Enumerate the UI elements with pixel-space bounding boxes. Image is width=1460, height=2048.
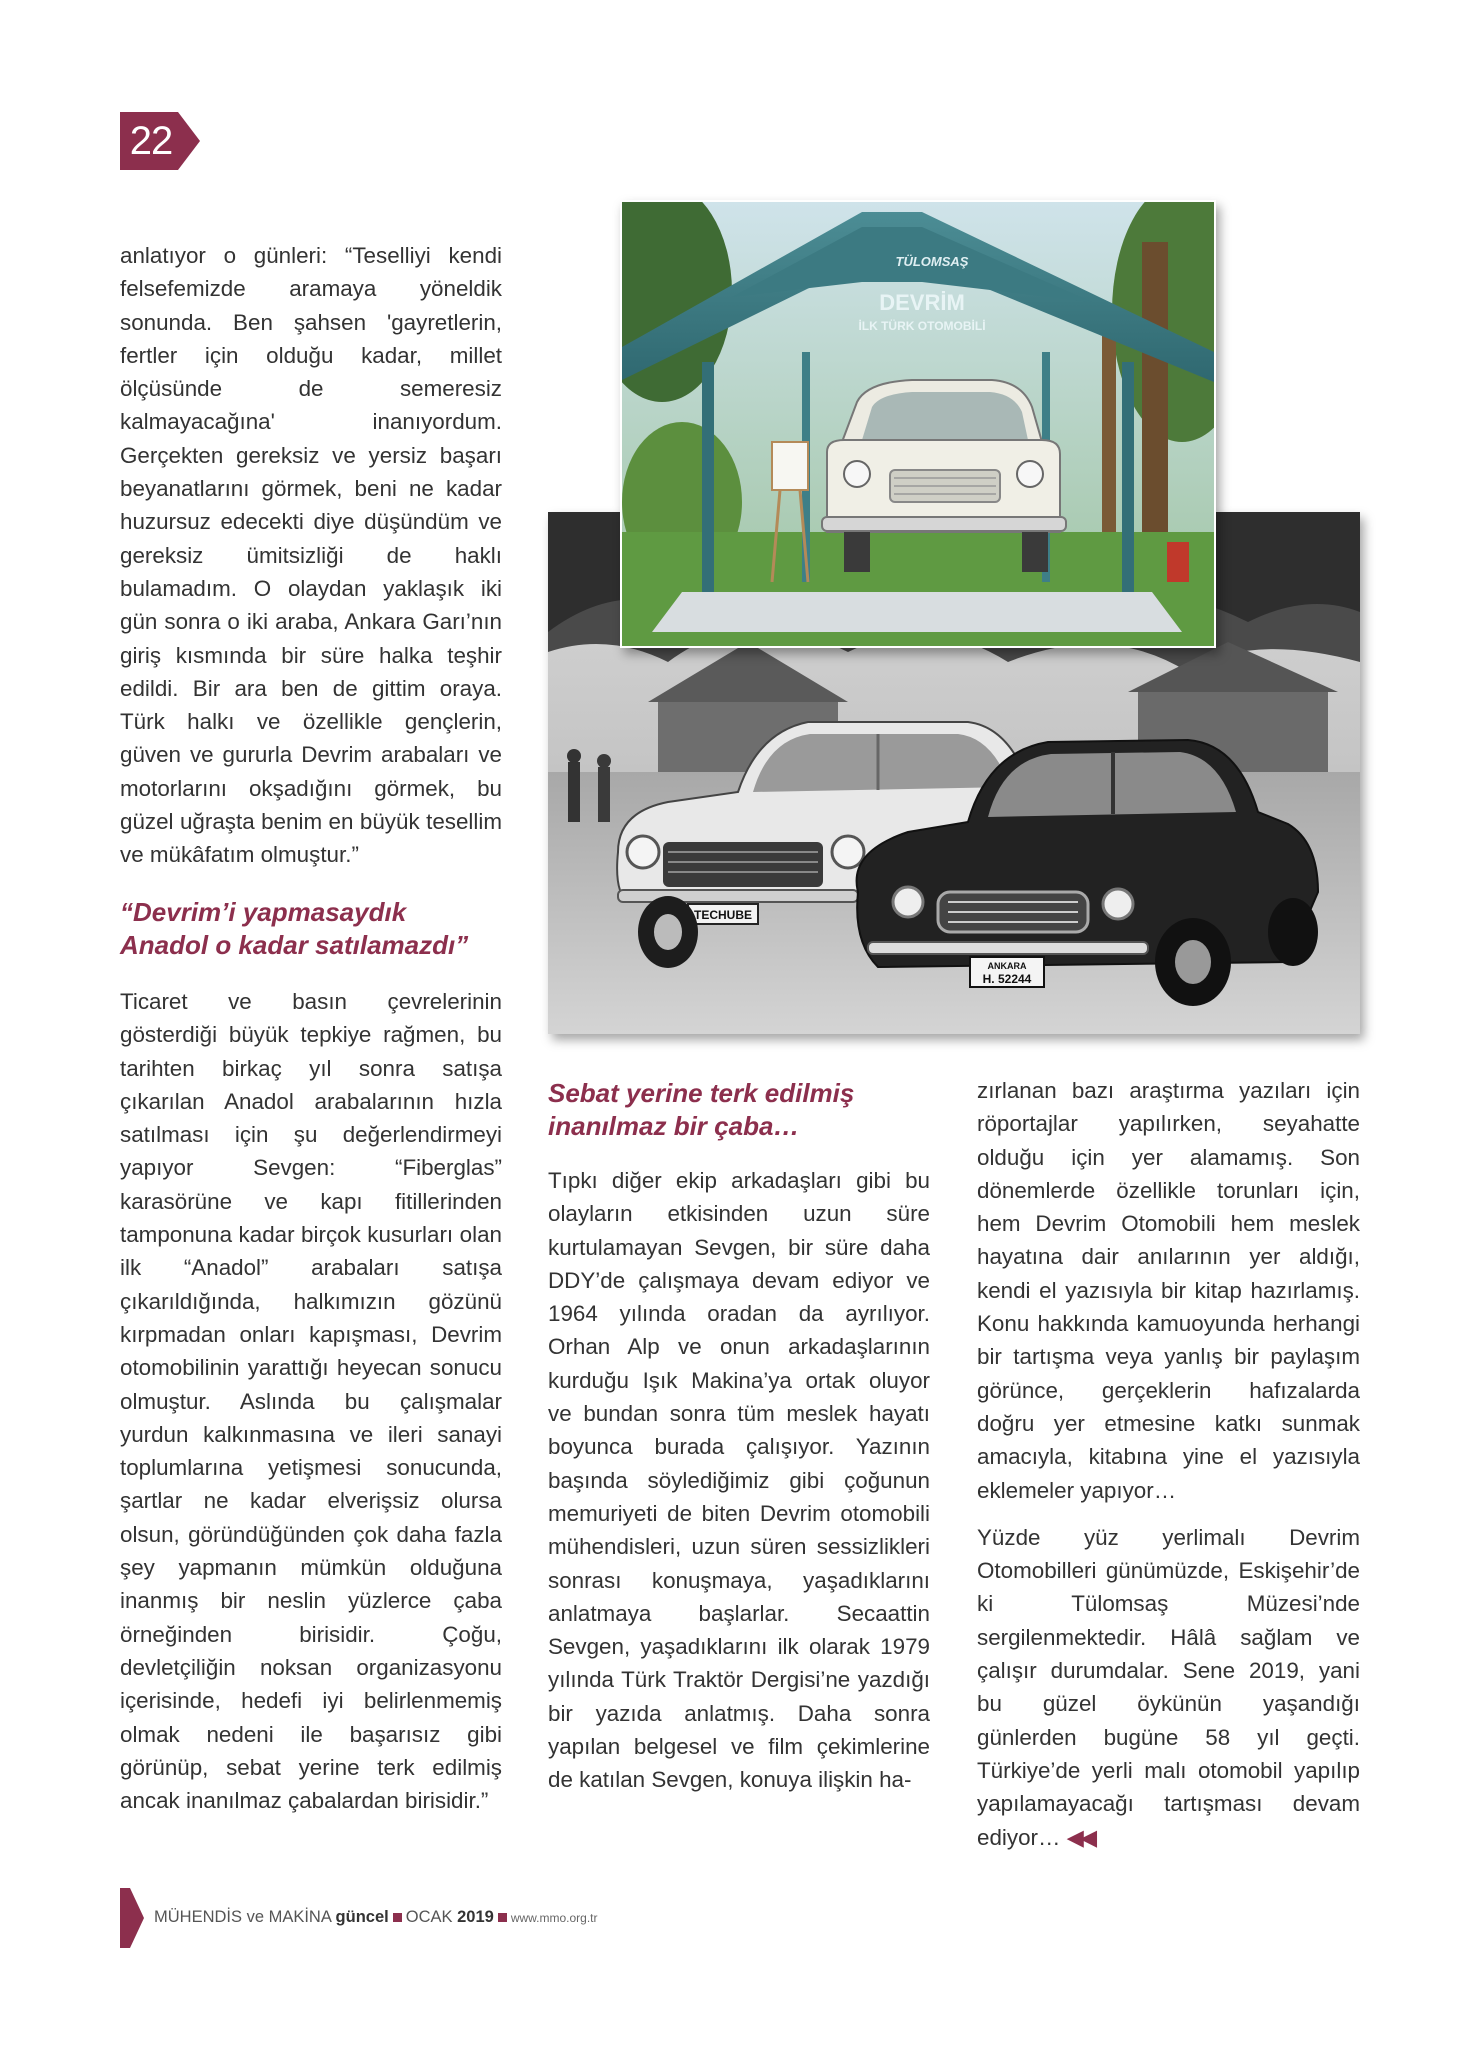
footer-separator-icon: [393, 1913, 402, 1922]
right-paragraph-2-text: Yüzde yüz yerlimalı Devrim Otomobilleri günümüzde, Eskişehir’de ki Tülomsaş Müzesi’nde sergilenmektedir. Hâlâ sağlam ve çalışır durumdalar. Sene 2019, yani bu güzel öykünün yaşandığı günlerden bugüne 58 yıl geçti. Türkiye’de yerli malı otomobil yapılıp yapılamayacağı tartışması devam ediyor…: [977, 1524, 1360, 1850]
page-number: 22: [129, 119, 173, 163]
footer-month: OCAK: [405, 1908, 453, 1926]
bw-plate-right-city: ANKARA: [987, 961, 1027, 971]
left-column: [120, 239, 502, 872]
color-photo-museum-pavilion: [620, 200, 1216, 648]
end-mark-icon: ◀◀: [1066, 1824, 1094, 1850]
middle-heading-line-1: Sebat yerine terk edilmiş: [548, 1078, 855, 1108]
left-heading-line-2: Anadol o kadar satılamazdı”: [120, 930, 469, 960]
pavilion-illustration: [622, 202, 1214, 646]
page-footer: [120, 1888, 820, 1948]
right-paragraph-2: [977, 1521, 1360, 1854]
left-paragraph-1: anlatıyor o günleri: “Teselliyi kendi felsefemizde aramaya yöneldik sonunda. Ben şahsen 'gayretlerin, fertler için olduğu kadar, millet ölçüsünde de semeresiz kalmayacağına' inanıyordum. Gerçekten gereksiz ve yersiz başarı beyanatlarını görmek, beni ne kadar huzursuz edecekti diye düşündüm ve gereksiz ümitsizliği de haklı bulamadım. O olaydan yaklaşık iki gün sonra o iki araba, Ankara Garı’nın giriş kısmında bir süre halka teşhir edildi. Bir ara ben de gittim oraya. Türk halkı ve özellikle gençlerin, güven ve gururla Devrim arabaları ve motorlarını okşadığını görmek, bu güzel uğraşta benim en büyük tesellim ve mükâfatım olmuştur.”: [120, 243, 502, 868]
page-number-tab: [120, 112, 200, 170]
middle-paragraph-1: Tıpkı diğer ekip arkadaşları gibi bu olayların etkisinden uzun süre kurtulamayan Sevgen, bir süre daha DDY’de çalışmaya devam ediyor ve 1964 yılında oradan da ayrılıyor. Orhan Alp ve onun arkadaşlarının kurduğu Işık Makina’ya ortak oluyor ve bundan sonra tüm meslek hayatı boyunca burada çalışıyor. Yazının başında söylediğimiz gibi çoğunun memuriyeti de biten Devrim otomobili mühendisleri, uzun süren sessizlikleri sonrası konuşmaya, yaşadıklarını anlatmaya başlarlar. Secaattin Sevgen, yaşadıklarını ilk olarak 1979 yılında Türk Traktör Dergisi’ne yazdığı bir yazıda anlatmış. Daha sonra yapılan belgesel ve film çekimlerine de katılan Sevgen, konuya ilişkin ha-: [548, 1168, 930, 1793]
footer-year: 2019: [457, 1908, 494, 1926]
middle-column: [548, 1164, 930, 1797]
pavilion-sign-subtitle: İLK TÜRK OTOMOBİLİ: [858, 319, 986, 333]
bw-plate-right-number: H. 52244: [982, 972, 1032, 986]
footer-separator-icon-2: [498, 1913, 507, 1922]
left-section-heading: [120, 896, 520, 962]
right-paragraph-1: zırlanan bazı araştırma yazıları için röportajlar yapılırken, seyahatte olduğu için yer alamamış. Son dönemlerde özellikle torunları için, hem Devrim Otomobili hem meslek hayatına dair anılarının yer aldığı, kendi el yazısıyla bir kitap hazırlamış. Konu hakkında kamuoyunda herhangi bir tartışma veya yanlış bir paylaşım görünce, gerçeklerin hafızalarda doğru yer etmesine katkı sunmak amacıyla, kitabına yine el yazısıyla eklemeler yapıyor…: [977, 1078, 1360, 1503]
pavilion-sign-title: DEVRİM: [879, 290, 965, 315]
footer-url[interactable]: www.mmo.org.tr: [510, 1911, 598, 1925]
middle-heading-line-2: inanılmaz bir çaba…: [548, 1111, 800, 1141]
right-column: [977, 1074, 1360, 1854]
left-heading-line-1: “Devrim’i yapmasaydık: [120, 897, 407, 927]
footer-text: [154, 1908, 598, 1927]
footer-magazine-suffix: güncel: [335, 1908, 389, 1926]
bw-plate-left: TECHUBE: [693, 908, 753, 922]
footer-magazine-name: MÜHENDİS ve MAKİNA: [154, 1908, 331, 1926]
left-column-lower: [120, 985, 502, 1817]
footer-tab-icon: [120, 1888, 144, 1948]
left-paragraph-2: Ticaret ve basın çevrelerinin gösterdiği büyük tepkiye rağmen, bu tarihten birkaç yıl sonra satışa çıkarılan Anadol arabalarının hızla satılması için şu değerlendirmeyi yapıyor Sevgen: “Fiberglas” karasörüne ve kapı fitillerinden tamponuna kadar birçok kusurları olan ilk “Anadol” arabaları satışa çıkarıldığında, halkımızın gözünü kırpmadan onları kapışması, Devrim otomobilinin yarattığı heyecan sonucu olmuştur. Aslında bu çalışmalar yurdun kalkınmasına ve ileri sanayi toplumlarına yetişmesi sonucunda, şartlar ne kadar elverişsiz olursa olsun, göründüğünden çok daha fazla şey yapmanın mümkün olduğuna inanmış bir neslin yüzlerce çaba örneğinden birisidir. Çoğu, devletçiliğin noksan organizasyonu içerisinde, hedefi iyi belirlenmemiş olmak nedeni ile başarısız gibi görünüp, sebat yerine terk edilmiş ancak inanılmaz çabalardan birisidir.”: [120, 989, 502, 1814]
middle-section-heading: [548, 1077, 948, 1143]
pavilion-sign-brand: TÜLOMSAŞ: [895, 254, 969, 269]
